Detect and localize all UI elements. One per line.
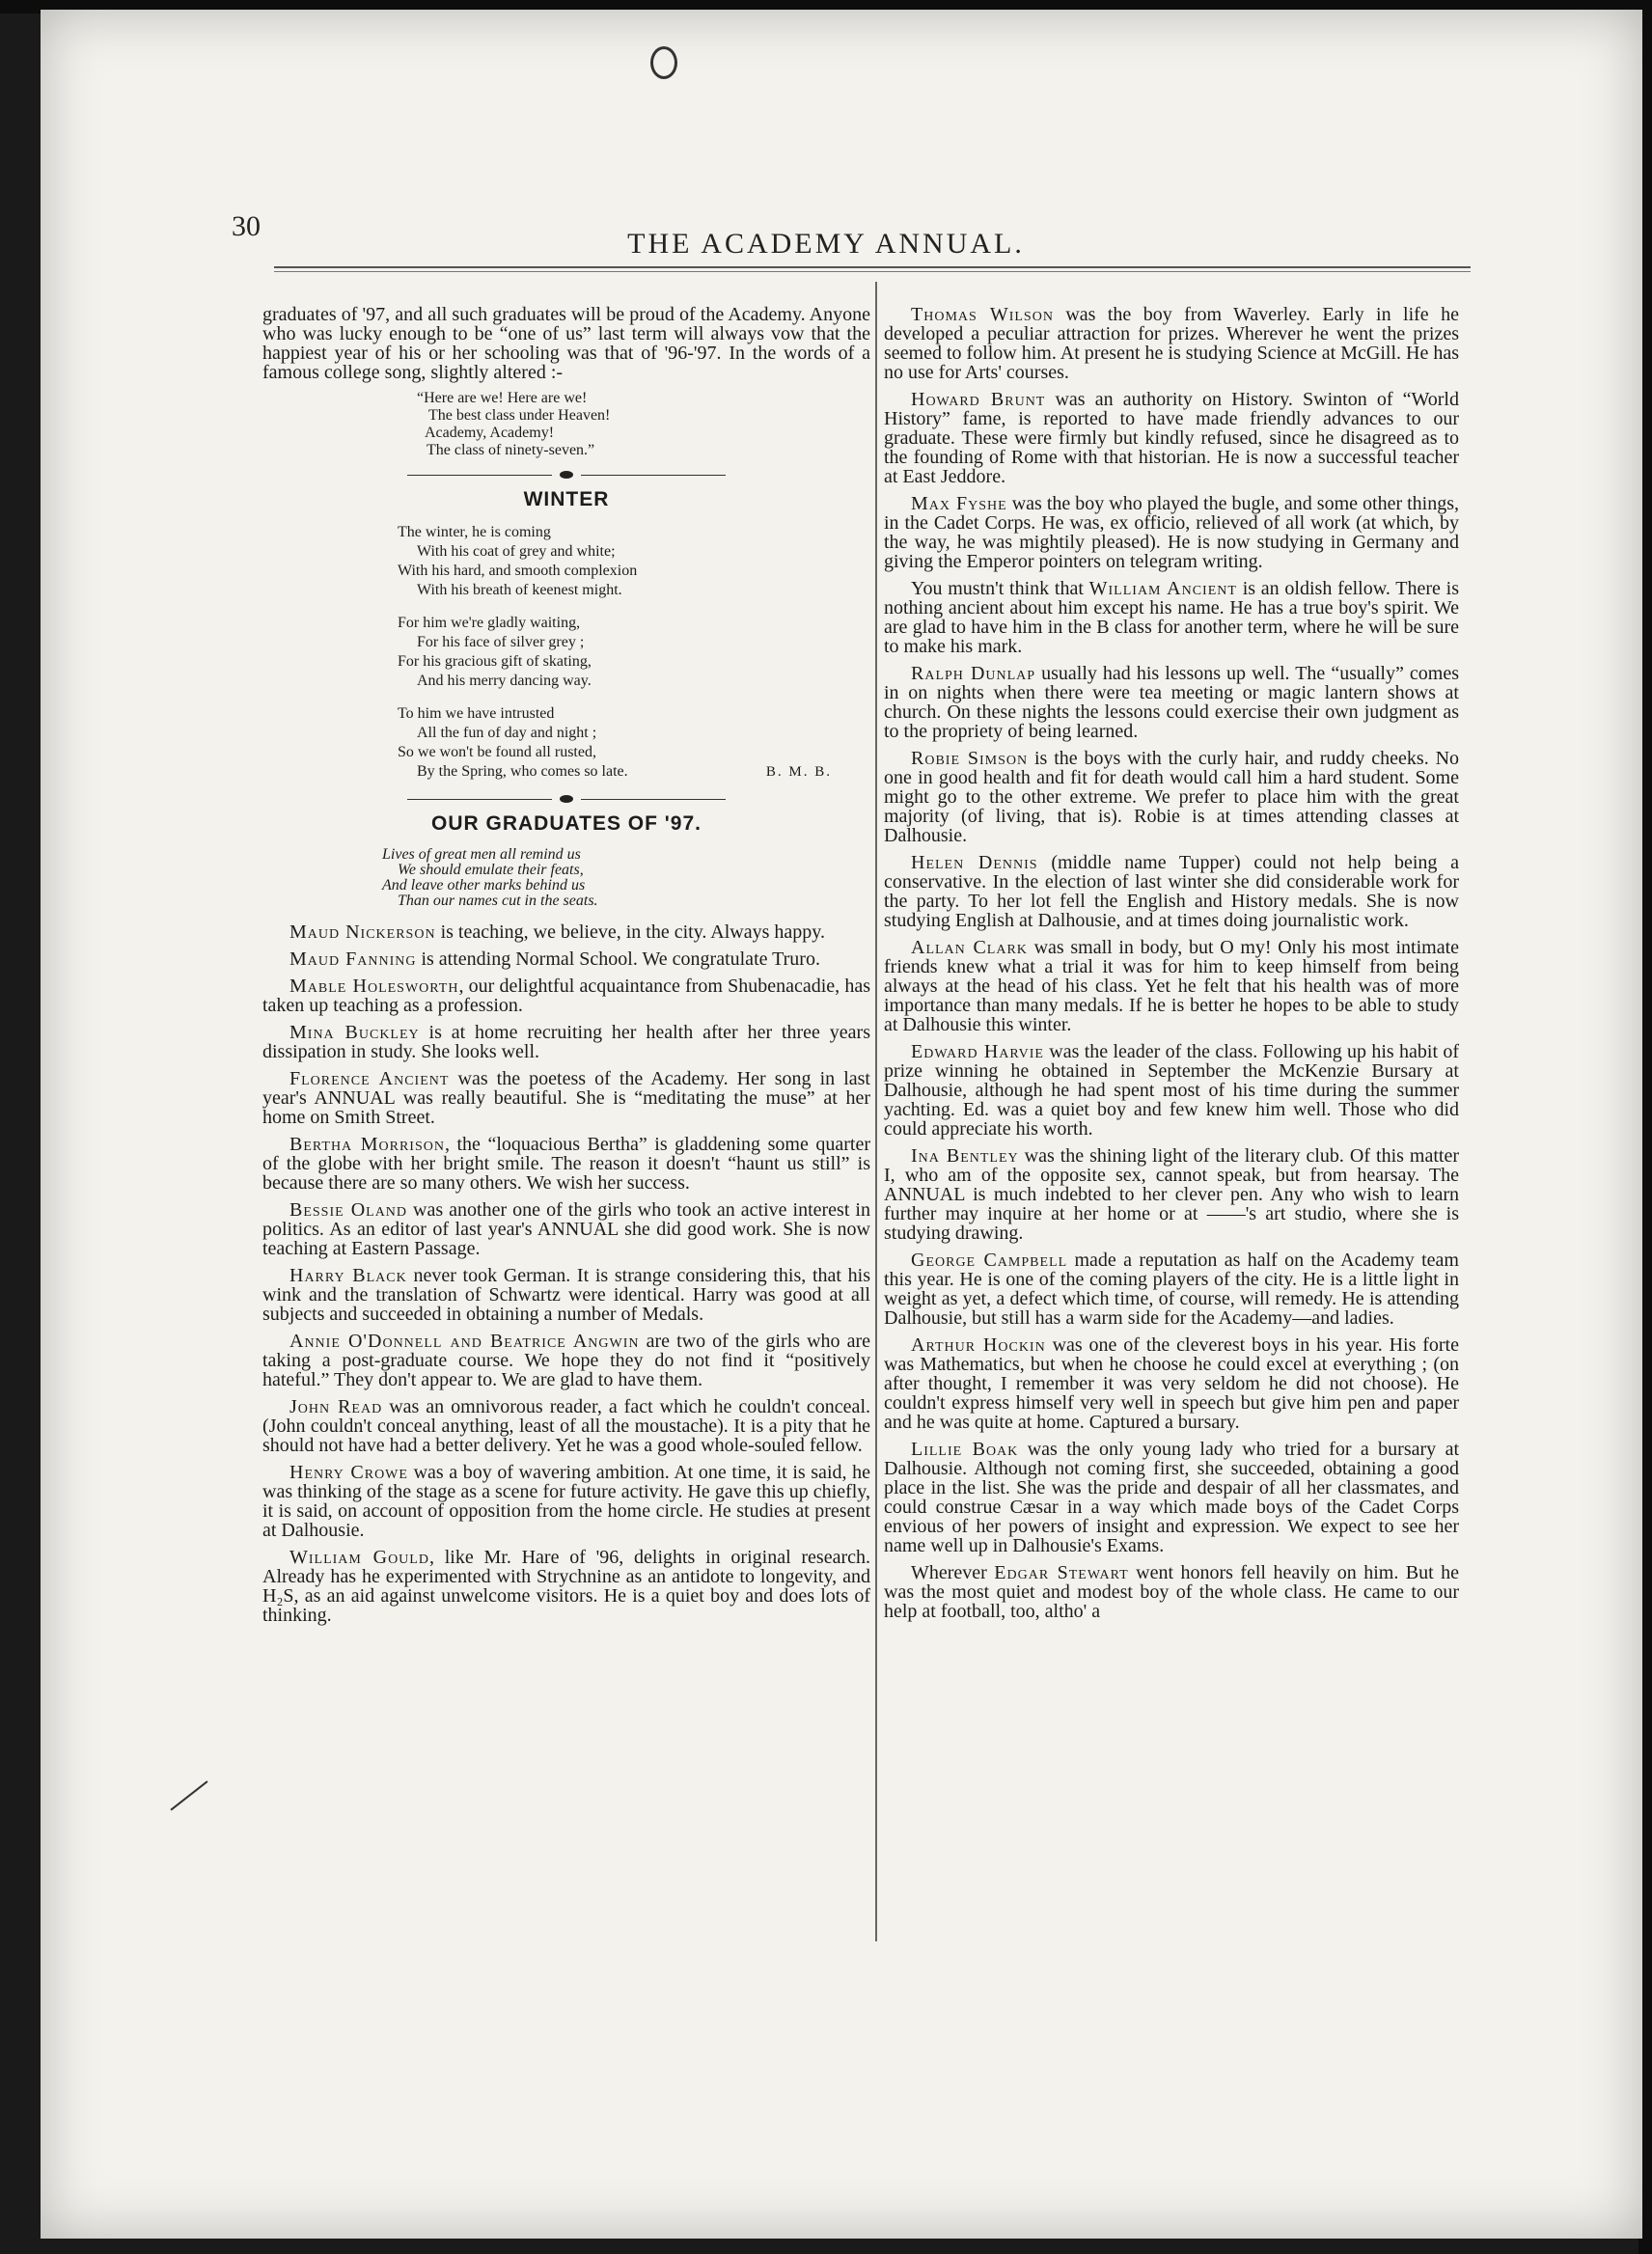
graduate-text: went honors fell heavily on him. But he was the most quiet and modest boy of the whole class. He came to our help at football, too, altho' a <box>884 1562 1459 1622</box>
graduate-name: Harry Black <box>289 1265 407 1286</box>
graduate-entry <box>262 1332 870 1389</box>
graduate-name: Edward Harvie <box>911 1041 1044 1062</box>
graduate-text: , our delightful acquaintance from Shubenacadie, has taken up teaching as a profession. <box>262 976 870 1016</box>
graduate-text: are two of the girls who are taking a post-graduate course. We hope they do not find it “positively hateful.” They don't appear to. We are glad to have them. <box>262 1331 871 1390</box>
epigraph-line: We should emulate their feats, <box>398 862 584 878</box>
poem-line: With his breath of keenest might. <box>417 582 622 598</box>
graduates-title: OUR GRADUATES OF '97. <box>431 812 702 835</box>
graduate-name: Florence Ancient <box>289 1068 450 1089</box>
graduate-name: Lillie Boak <box>911 1439 1019 1460</box>
graduate-entry <box>262 1135 870 1193</box>
epigraph-line: Than our names cut in the seats. <box>398 893 598 909</box>
graduate-name: Helen Dennis <box>911 852 1038 873</box>
graduate-name: Mina Buckley <box>289 1022 420 1043</box>
graduate-text: , the “loquacious Bertha” is gladdening some quarter of the globe with her bright smile. The reason it doesn't “haunt us still” is because there are so many others. We wish her success. <box>262 1134 870 1194</box>
graduate-text: never took German. It is strange considering this, that his wink and the translation of Schwartz were identical. Harry was good at all subjects and succeeded in obtaining a number of Medals. <box>262 1265 870 1325</box>
song-line: The class of ninety-seven.” <box>427 442 595 458</box>
intro-paragraph: graduates of '97, and all such graduates will be proud of the Academy. Anyone who was lucky enough to be “one of us” last term will always vow that the happiest year of his or her schooling was that of '96-'97. In the words of a famous college song, slightly altered :- <box>262 304 870 383</box>
poem-line: All the fun of day and night ; <box>417 725 597 741</box>
left-column <box>262 305 870 1633</box>
graduate-name: Howard Brunt <box>911 389 1046 410</box>
graduate-name: Annie O'Donnell and Beatrice Angwin <box>289 1331 640 1352</box>
graduate-text: was a boy of wavering ambition. At one time, it is said, he was thinking of the stage as a scene for future activity. He gave this up chiefly, it is said, on account of opposition from the home circle. He studies at present at Dalhousie. <box>262 1462 870 1541</box>
graduate-text: was the leader of the class. Following up his habit of prize winning he obtained in September the McKenzie Bursary at Dalhousie, although he had spent most of his time during the summer yachting. Ed. was a quiet boy and few knew him well. Those who did could appreciate his worth. <box>884 1041 1459 1140</box>
page-number: 30 <box>232 210 261 242</box>
header-rule-thin <box>274 271 1471 272</box>
graduate-entry <box>884 579 1459 656</box>
graduate-entry <box>884 1042 1459 1139</box>
graduate-entry <box>884 390 1459 486</box>
song-line: “Here are we! Here are we! <box>417 390 588 406</box>
graduate-name: Henry Crowe <box>289 1462 408 1483</box>
graduate-text: was the boy from Waverley. Early in life he developed a peculiar attraction for prizes. Wherever he went the prizes seemed to follow him. At present he is studying Science at McGill. He has no use for Arts' courses. <box>884 304 1459 383</box>
graduate-entry <box>262 922 870 942</box>
graduate-entry <box>884 938 1459 1034</box>
poem-line: So we won't be found all rusted, <box>398 744 596 760</box>
college-song <box>262 390 870 459</box>
graduate-name: Max Fyshe <box>911 493 1007 514</box>
graduate-name: Edgar Stewart <box>994 1562 1129 1583</box>
graduate-text: was the poetess of the Academy. Her song in last year's ANNUAL was really beautiful. She is “meditating the muse” at her home on Smith Street. <box>262 1068 870 1128</box>
graduate-name: William Gould <box>289 1547 429 1568</box>
graduate-text: is the boys with the curly hair, and ruddy cheeks. No one in good health and fit for death would call him a hard student. Some might go to the other extreme. We prefer to place him with the great majority (of living, that is). Robie is at times attending classes at Dalhousie. <box>884 748 1460 846</box>
graduate-text: was an authority on History. Swinton of “World History” fame, is reported to have made friendly advances to our graduate. These were firmly but kindly refused, since he disagreed as to the founding of Rome with that historian. He is now a successful teacher at East Jeddore. <box>884 389 1459 487</box>
graduate-entry <box>262 1266 870 1324</box>
ornament-divider <box>262 471 870 479</box>
graduate-text: made a reputation as half on the Academy team this year. He is one of the coming players of the city. He is a little light in weight as yet, a defect which time, of course, will remedy. He is attending Dalhousie, but still has a warm side for the Academy—and ladies. <box>884 1250 1459 1329</box>
entry-lead: Wherever <box>911 1562 995 1583</box>
poem-line: For him we're gladly waiting, <box>398 615 581 631</box>
graduate-name: Arthur Hockin <box>911 1334 1046 1356</box>
graduate-entry <box>262 1397 870 1455</box>
graduate-text: was another one of the girls who took an active interest in politics. As an editor of last year's ANNUAL she did good work. She is now teaching at Eastern Passage. <box>262 1199 870 1259</box>
graduate-entry <box>884 494 1459 571</box>
graduate-name: John Read <box>289 1396 383 1417</box>
graduate-name: Ralph Dunlap <box>911 663 1036 684</box>
graduate-name: Ina Bentley <box>911 1145 1019 1167</box>
poem-signature: B. M. B. <box>765 764 832 780</box>
graduate-text: was an omnivorous reader, a fact which he couldn't conceal. (John couldn't conceal anything, least of all the moustache). It is a pity that he should not have had a better delivery. Yet he was a good whole-souled fellow. <box>262 1396 870 1456</box>
running-head: THE ACADEMY ANNUAL. <box>627 228 1025 260</box>
graduate-text: was the boy who played the bugle, and some other things, in the Cadet Corps. He was, ex officio, relieved of all work (at which, by the way, he was mightily pleased). He is now studying in Germany and giving the Emperor pointers on telegram writing. <box>884 493 1460 572</box>
graduate-entry <box>884 664 1459 741</box>
epigraph <box>262 847 870 909</box>
graduate-text: was one of the cleverest boys in his year. His forte was Mathematics, but when he choose he could excel at everything ; (on after thought, I remember it was very seldom he did not choose). He couldn't express himself very well in speech but give him pen and paper and he was quite at home. Captured a bursary. <box>884 1334 1459 1433</box>
graduate-name: Allan Clark <box>911 937 1028 958</box>
entry-lead: You mustn't think that <box>911 578 1089 599</box>
graduate-entry <box>262 949 870 969</box>
poem-line: And his merry dancing way. <box>417 673 592 689</box>
graduate-name: Thomas Wilson <box>911 304 1054 325</box>
poem-line: With his coat of grey and white; <box>417 543 616 560</box>
epigraph-line: Lives of great men all remind us <box>382 846 581 863</box>
graduate-entry <box>884 853 1459 930</box>
graduate-entry <box>884 1146 1459 1243</box>
graduate-entry <box>262 1023 870 1061</box>
epigraph-line: And leave other marks behind us <box>382 877 586 893</box>
graduate-text: is an oldish fellow. There is nothing ancient about him except his name. He has a true boy's spirit. We are glad to have him in the B class for another term, where he will be sure to make his mark. <box>884 578 1459 657</box>
binding-hole <box>650 46 677 79</box>
graduate-entry <box>262 976 870 1015</box>
right-column <box>884 305 1459 1629</box>
graduate-text: is attending Normal School. We congratulate Truro. <box>416 948 820 970</box>
graduate-name: Robie Simson <box>911 748 1029 769</box>
graduate-name: Bessie Oland <box>289 1199 408 1221</box>
poem-line: For his face of silver grey ; <box>417 634 585 650</box>
winter-title: WINTER <box>523 488 610 510</box>
graduate-text: is teaching, we believe, in the city. Always happy. <box>435 921 825 943</box>
graduate-entry <box>884 305 1459 382</box>
poem-line: With his hard, and smooth complexion <box>398 563 638 579</box>
graduate-entry <box>262 1463 870 1540</box>
graduate-text: , like Mr. Hare of '96, delights in original research. Already has he experimented with Strychnine as an antidote to longevity, and H₂S, as an aid against unwelcome visitors. He is a quiet boy and does lots of thinking. <box>262 1547 871 1626</box>
header-rule <box>274 266 1471 268</box>
graduate-name: George Campbell <box>911 1250 1068 1271</box>
graduate-name: Maud Fanning <box>289 948 417 970</box>
graduate-entry <box>884 1440 1459 1555</box>
song-line: The best class under Heaven! <box>428 407 611 424</box>
poem-line: By the Spring, who comes so late. <box>417 763 628 780</box>
graduate-entry <box>884 1251 1459 1328</box>
graduate-entry <box>884 749 1459 845</box>
winter-stanza <box>262 523 870 600</box>
graduate-entry <box>884 1335 1459 1432</box>
graduate-text: usually had his lessons up well. The “usually” comes in on nights when there were tea meeting or magic lantern shows at church. On these nights the lessons could exercise their own judgment as to the propriety of being learned. <box>884 663 1460 742</box>
graduate-text: was the shining light of the literary club. Of this matter I, who am of the opposite sex, cannot speak, but from hearsay. The ANNUAL is much indebted to her clever pen. Any who wish to learn further may inquire at her home or at ——'s art studio, where she is studying drawing. <box>884 1145 1459 1244</box>
graduate-text: was small in body, but O my! Only his most intimate friends knew what a trial it was for him to keep himself from being always at the head of his class. Yet he felt that his health was of more importance than many medals. If he is better he hopes to be able to study at Dalhousie this winter. <box>884 937 1460 1035</box>
column-divider <box>875 282 877 1941</box>
graduate-name: Mable Holesworth <box>289 976 459 997</box>
graduate-text: is at home recruiting her health after her three years dissipation in study. She looks well. <box>262 1022 870 1062</box>
winter-stanza <box>262 614 870 691</box>
poem-line: For his gracious gift of skating, <box>398 653 592 670</box>
graduate-entry <box>262 1548 870 1625</box>
graduate-entry <box>262 1200 870 1258</box>
winter-stanza <box>262 704 870 782</box>
poem-line: The winter, he is coming <box>398 524 551 540</box>
graduate-entry <box>884 1563 1459 1621</box>
graduate-text: (middle name Tupper) could not help being a conservative. In the election of last winter she did considerable work for the party. To her lot fell the English and History medals. She is now studying English at Dalhousie, and at times doing journalistic work. <box>884 852 1460 931</box>
graduate-text: was the only young lady who tried for a bursary at Dalhousie. Although not coming first, she succeeded, obtaining a good place in the list. She was the pride and despair of all her classmates, and could construe Cæsar in a way which made boys of the Cadet Corps envious of her powers of insight and expression. We expect to see her name well up in Dalhousie's Exams. <box>884 1439 1459 1556</box>
song-line: Academy, Academy! <box>425 425 555 441</box>
graduate-name: William Ancient <box>1088 578 1237 599</box>
graduate-name: Maud Nickerson <box>289 921 436 943</box>
poem-line: To him we have intrusted <box>398 705 555 722</box>
ornament-divider <box>262 795 870 803</box>
graduate-entry <box>262 1069 870 1127</box>
graduate-name: Bertha Morrison <box>289 1134 445 1155</box>
